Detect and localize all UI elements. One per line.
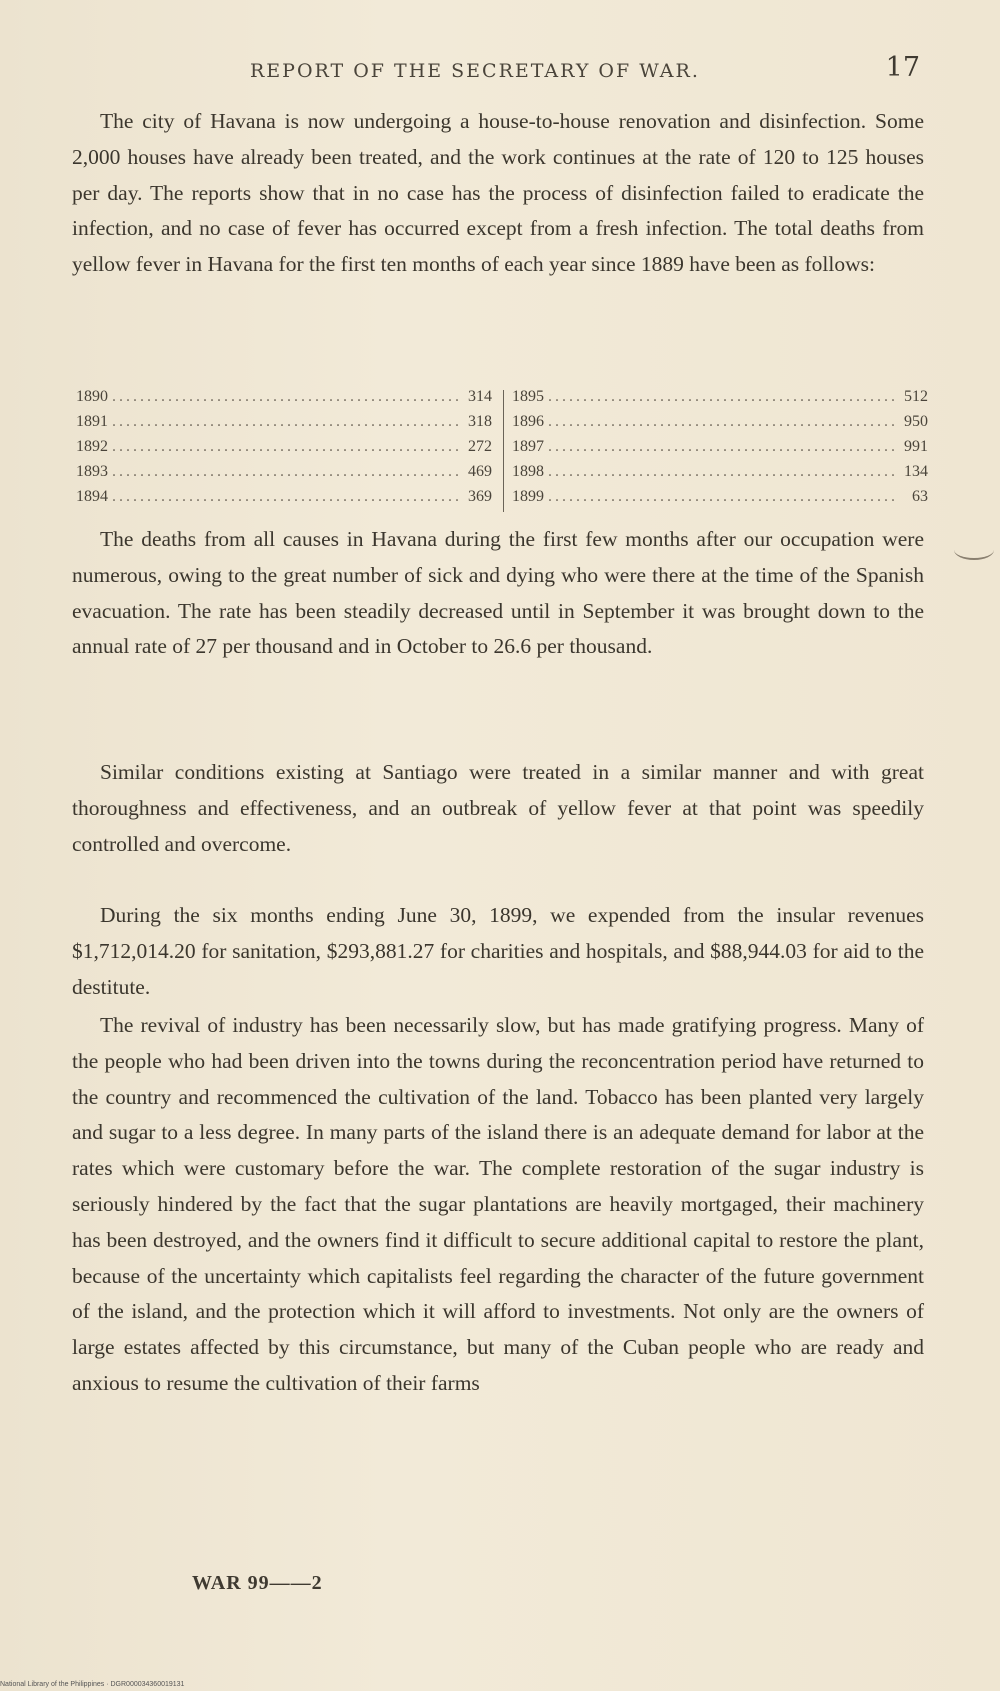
row-value: 512 bbox=[904, 388, 928, 405]
page-edge-mark bbox=[954, 540, 994, 560]
table-row bbox=[76, 388, 492, 413]
yellow-fever-deaths-table bbox=[76, 388, 928, 516]
leader-dots bbox=[112, 488, 458, 506]
paragraph-deaths-all-causes: The deaths from all causes in Havana during the first few months after our occupation were numerous, owing to the great number of sick and dying who were there at the time of the Spanish evacuation. The rate has been steadily decreased until in September it was brought down to the annual rate of 27 per thousand and in October to 26.6 per thousand. bbox=[72, 527, 924, 659]
row-value: 991 bbox=[904, 438, 928, 455]
leader-dots bbox=[548, 488, 894, 506]
table-row bbox=[512, 388, 928, 413]
paragraph-expenditures: During the six months ending June 30, 1899, we expended from the insular revenues $1,712,014.20 for sanitation, $293,881.27 for charities and hospitals, and $88,944.03 for aid to the destitute. bbox=[72, 903, 924, 999]
row-year: 1892 bbox=[76, 438, 108, 455]
leader-dots bbox=[112, 438, 458, 456]
table-column-right bbox=[512, 388, 928, 516]
row-year: 1898 bbox=[512, 463, 544, 480]
row-value: 272 bbox=[468, 438, 492, 455]
table-row bbox=[76, 463, 492, 488]
row-year: 1895 bbox=[512, 388, 544, 405]
row-year: 1890 bbox=[76, 388, 108, 405]
row-year: 1896 bbox=[512, 413, 544, 430]
table-row bbox=[512, 463, 928, 488]
table-row bbox=[512, 413, 928, 438]
table-row bbox=[76, 438, 492, 463]
leader-dots bbox=[548, 463, 894, 481]
row-value: 950 bbox=[904, 413, 928, 430]
paragraph-santiago: Similar conditions existing at Santiago were treated in a similar manner and with great thoroughness and effectiveness, and an outbreak of yellow fever at that point was speedily controlled and overcome. bbox=[72, 760, 924, 856]
row-year: 1891 bbox=[76, 413, 108, 430]
leader-dots bbox=[112, 388, 458, 406]
row-value: 314 bbox=[468, 388, 492, 405]
table-row bbox=[512, 488, 928, 513]
row-value: 369 bbox=[468, 488, 492, 505]
leader-dots bbox=[548, 388, 894, 406]
row-year: 1893 bbox=[76, 463, 108, 480]
running-head bbox=[70, 52, 930, 92]
table-row bbox=[76, 488, 492, 513]
leader-dots bbox=[112, 463, 458, 481]
row-year: 1894 bbox=[76, 488, 108, 505]
paragraph-revival-of-industry: The revival of industry has been necessarily slow, but has made gratifying progress. Many of the people who had been driven into the towns during the reconcentration period have returned to the country and recommenced the cultivation of the land. Tobacco has been planted very largely and sugar to a less degree. In many parts of the island there is an adequate demand for labor at the rates which were customary before the war. The complete restoration of the sugar industry is seriously hindered by the fact that the sugar plantations are heavily mortgaged, their machinery has been destroyed, and the owners find it difficult to secure additional capital to restore the plant, because of the uncertainty which capitalists feel regarding the character of the future government of the island, and the protection which it will afford to investments. Not only are the owners of large estates affected by this circumstance, but many of the Cuban people who are ready and anxious to resume the cultivation of their farms bbox=[72, 1013, 924, 1395]
table-column-left bbox=[76, 388, 492, 516]
leader-dots bbox=[112, 413, 458, 431]
leader-dots bbox=[548, 413, 894, 431]
row-value: 134 bbox=[904, 463, 928, 480]
row-value: 318 bbox=[468, 413, 492, 430]
row-year: 1897 bbox=[512, 438, 544, 455]
page-number: 17 bbox=[885, 52, 920, 83]
running-title: REPORT OF THE SECRETARY OF WAR. bbox=[250, 60, 700, 82]
table-column-divider bbox=[503, 390, 504, 512]
leader-dots bbox=[548, 438, 894, 456]
row-value: 469 bbox=[468, 463, 492, 480]
row-year: 1899 bbox=[512, 488, 544, 505]
table-row bbox=[76, 413, 492, 438]
paragraph-havana-renovation: The city of Havana is now undergoing a house-to-house renovation and disinfection. Some 2,000 houses have already been treated, and the work continues at the rate of 120 to 125 houses per day. The reports show that in no case has the process of disinfection failed to eradicate the infection, and no case of fever has occurred except from a fresh infection. The total deaths from yellow fever in Havana for the first ten months of each year since 1889 have been as follows: bbox=[72, 109, 924, 277]
scan-credit: National Library of the Philippines · DGR000034360019131 bbox=[0, 1681, 185, 1688]
table-row bbox=[512, 438, 928, 463]
row-value: 63 bbox=[912, 488, 928, 505]
signature-mark: WAR 99——2 bbox=[192, 1572, 323, 1594]
